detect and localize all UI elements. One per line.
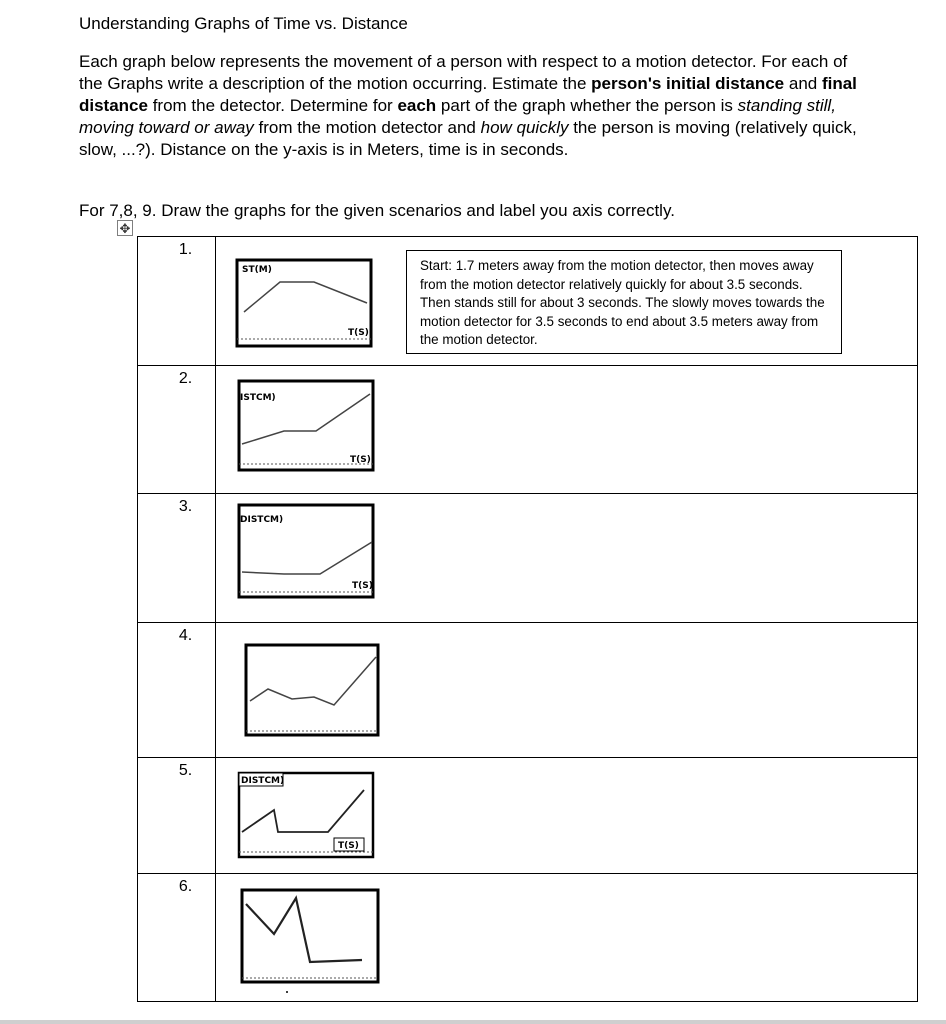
table-row [138,237,918,366]
graph-1 [234,257,376,353]
graph-cell[interactable] [216,623,918,758]
motion-line [246,898,362,962]
motion-line [242,542,372,574]
table-row [138,623,918,758]
row-number-cell [138,494,216,623]
row-number-cell [138,758,216,874]
row-number: 5. [178,762,193,779]
x-axis-label: T(S) [348,328,369,338]
motion-line [250,657,376,705]
row-number-cell [138,874,216,1002]
instr-bold-final-distance: final distance [79,74,857,115]
instr-text-4: part of the graph whether the person is [436,96,738,115]
instr-bold-each: each [397,96,437,115]
graph-4 [234,639,384,743]
stray-mark [286,991,288,993]
instr-text-6: the person is moving (relatively quick, slow, ...?). Distance on the y-axis is in Meters, time is in seconds. [79,118,857,159]
graph-table [137,236,918,1002]
graph-2 [234,378,379,476]
graph-cell[interactable] [216,237,918,366]
row-number-cell [138,366,216,494]
page-title: Understanding Graphs of Time vs. Distance [79,14,408,33]
y-axis-label: ISTCM) [240,393,276,403]
row-number-cell [138,623,216,758]
instr-text-1: Each graph below represents the movement of a person with respect to a motion detector. For each of the Graphs write a description of the motion occurring. Estimate the [79,52,848,93]
row-number: 4. [178,627,193,644]
graph-cell[interactable] [216,758,918,874]
instr-italic-motion: standing still, moving toward or away [79,96,836,137]
footer-divider [0,1020,946,1024]
table-row [138,874,918,1002]
graph-frame [242,890,378,982]
instr-text-2: and [784,74,822,93]
motion-line [244,282,367,312]
table-row [138,366,918,494]
graph-6 [234,886,384,994]
instr-bold-initial-distance: person's initial distance [591,74,785,93]
graph-cell[interactable] [216,366,918,494]
motion-line [242,790,364,832]
y-axis-label: DISTCM) [240,515,284,525]
table-row [138,494,918,623]
x-axis-label: T(S) [350,455,371,465]
instr-italic-how-quickly: how quickly [480,118,569,137]
description-box[interactable]: Start: 1.7 meters away from the motion detector, then moves away from the motion detector relatively quickly for about 3.5 seconds. Then stands still for about 3 seconds. The slowly moves towards the motion detector for 3.5 seconds to end about 3.5 meters away from the motion detector. [406,250,842,354]
row-number: 1. [178,241,193,258]
graph-cell[interactable] [216,494,918,623]
graph-cell[interactable] [216,874,918,1002]
row-number: 2. [178,370,193,387]
instr-text-5: from the motion detector and [253,118,481,137]
graph-3 [234,502,379,604]
instr-text-3: from the detector. Determine for [147,96,398,115]
draw-instructions: For 7,8, 9. Draw the graphs for the given scenarios and label you axis correctly. [79,201,675,220]
instructions-paragraph [79,51,869,161]
row-number: 6. [178,878,193,895]
row-number: 3. [178,498,193,515]
x-axis-label: T(S) [338,841,359,851]
y-axis-label: DISTCM) [241,776,285,786]
row-number-cell [138,237,216,366]
table-move-handle-icon[interactable]: ✥ [117,220,133,236]
y-axis-label: ST(M) [242,265,272,275]
x-axis-label: T(S) [352,581,373,591]
table-row [138,758,918,874]
graph-5 [234,770,382,862]
